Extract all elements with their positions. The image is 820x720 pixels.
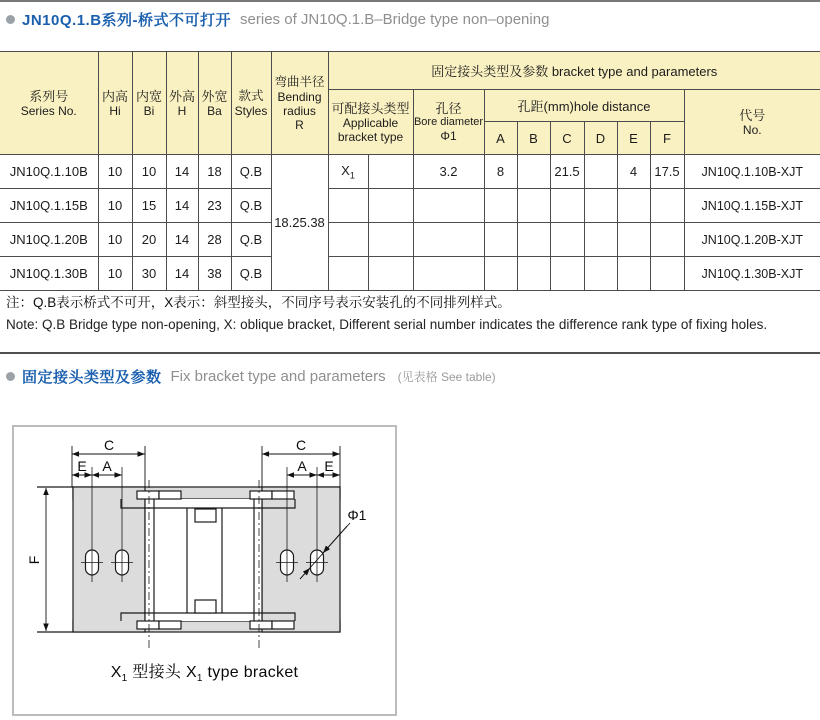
style-cell: Q.B bbox=[231, 155, 271, 189]
value-cell: 23 bbox=[198, 189, 231, 223]
header-bi: 内宽 Bi bbox=[132, 52, 166, 155]
hole-d-cell bbox=[584, 155, 617, 189]
style-cell: Q.B bbox=[231, 223, 271, 257]
value-cell: 14 bbox=[166, 223, 198, 257]
table-row bbox=[0, 155, 820, 189]
header-hole-d: D bbox=[584, 122, 617, 155]
empty-cell bbox=[517, 257, 550, 291]
empty-cell bbox=[584, 223, 617, 257]
diagram-caption: $X_1$ 型接头 $X_1$ type bracket bbox=[110, 664, 299, 685]
section-title-zh: 固定接头类型及参数 bbox=[22, 369, 162, 386]
empty-cell bbox=[517, 223, 550, 257]
empty-cell bbox=[650, 189, 684, 223]
bullet-icon bbox=[6, 372, 15, 381]
value-cell: 30 bbox=[132, 257, 166, 291]
bullet-icon bbox=[6, 15, 15, 24]
header-hole-distance: 孔距(mm)hole distance bbox=[484, 90, 684, 122]
code-cell: JN10Q.1.20B-XJT bbox=[684, 223, 820, 257]
empty-cell bbox=[328, 223, 368, 257]
style-cell: Q.B bbox=[231, 257, 271, 291]
empty-cell bbox=[650, 257, 684, 291]
header-series: 系列号 Series No. bbox=[0, 52, 98, 155]
empty-cell bbox=[584, 257, 617, 291]
section-title-zh: JN10Q.1.B系列-桥式不可打开 bbox=[22, 12, 232, 29]
notes-block bbox=[6, 292, 814, 336]
empty-cell bbox=[550, 257, 584, 291]
dim-label-phi: Φ1 bbox=[347, 507, 367, 523]
section-divider-rule bbox=[0, 352, 820, 354]
series-cell: JN10Q.1.30B bbox=[0, 257, 98, 291]
header-h: 外高 H bbox=[166, 52, 198, 155]
value-cell: 20 bbox=[132, 223, 166, 257]
series-cell: JN10Q.1.20B bbox=[0, 223, 98, 257]
right-plate bbox=[262, 487, 340, 632]
bending-radius-cell: 18.25.38 bbox=[271, 155, 328, 291]
header-applicable-bracket: 可配接头类型 Applicable bracket type bbox=[328, 90, 413, 155]
section-title-bracket bbox=[6, 366, 496, 387]
series-cell: JN10Q.1.10B bbox=[0, 155, 98, 189]
table-row bbox=[0, 189, 820, 223]
link-top-hole bbox=[195, 509, 216, 522]
section-title-en: Fix bracket type and parameters bbox=[170, 368, 386, 385]
code-cell: JN10Q.1.10B-XJT bbox=[684, 155, 820, 189]
hole-c-cell: 21.5 bbox=[550, 155, 584, 189]
header-hole-e: E bbox=[617, 122, 650, 155]
header-hole-f: F bbox=[650, 122, 684, 155]
empty-cell bbox=[413, 189, 484, 223]
bracket-body bbox=[37, 487, 340, 632]
table-row bbox=[0, 257, 820, 291]
series-cell: JN10Q.1.15B bbox=[0, 189, 98, 223]
note-en: Note: Q.B Bridge type non-opening, X: oblique bracket, Different serial number indicates the difference rank type of fixing holes. bbox=[6, 317, 768, 332]
value-cell: 10 bbox=[98, 189, 132, 223]
hole-a-cell: 8 bbox=[484, 155, 517, 189]
hole-f-cell: 17.5 bbox=[650, 155, 684, 189]
code-cell: JN10Q.1.15B-XJT bbox=[684, 189, 820, 223]
left-plate bbox=[73, 487, 145, 632]
page-top-rule bbox=[0, 0, 820, 2]
empty-cell bbox=[413, 257, 484, 291]
empty-cell bbox=[650, 223, 684, 257]
empty-cell bbox=[484, 257, 517, 291]
value-cell: 10 bbox=[132, 155, 166, 189]
empty-cell bbox=[368, 189, 413, 223]
hole-e-cell: 4 bbox=[617, 155, 650, 189]
empty-cell bbox=[584, 189, 617, 223]
table-row bbox=[0, 223, 820, 257]
empty-cell bbox=[484, 223, 517, 257]
dim-label-c-right: C bbox=[295, 437, 307, 453]
empty-cell bbox=[617, 223, 650, 257]
empty-cell bbox=[617, 189, 650, 223]
empty-cell bbox=[550, 223, 584, 257]
header-bore-diameter: 孔径 Bore diameter Φ1 bbox=[413, 90, 484, 155]
value-cell: 14 bbox=[166, 257, 198, 291]
empty-cell bbox=[368, 155, 413, 189]
value-cell: 14 bbox=[166, 155, 198, 189]
header-hole-a: A bbox=[484, 122, 517, 155]
dim-label-a-left: A bbox=[102, 458, 112, 474]
empty-cell bbox=[328, 189, 368, 223]
spec-table bbox=[0, 51, 820, 291]
value-cell: 14 bbox=[166, 189, 198, 223]
value-cell: 15 bbox=[132, 189, 166, 223]
header-hi: 内高 Hi bbox=[98, 52, 132, 155]
dim-label-f: F bbox=[26, 555, 42, 565]
empty-cell bbox=[550, 189, 584, 223]
header-styles: 款式 Styles bbox=[231, 52, 271, 155]
value-cell: 18 bbox=[198, 155, 231, 189]
empty-cell bbox=[617, 257, 650, 291]
header-group-bracket-params: 固定接头类型及参数 bracket type and parameters bbox=[328, 52, 820, 90]
bracket-type-cell: $X_1$ bbox=[328, 155, 368, 189]
style-cell: Q.B bbox=[231, 189, 271, 223]
value-cell: 10 bbox=[98, 257, 132, 291]
link-bottom-hole bbox=[195, 600, 216, 613]
section-title-en: series of JN10Q.1.B–Bridge type non–opening bbox=[240, 11, 550, 28]
code-cell: JN10Q.1.30B-XJT bbox=[684, 257, 820, 291]
empty-cell bbox=[368, 257, 413, 291]
empty-cell bbox=[328, 257, 368, 291]
header-hole-c: C bbox=[550, 122, 584, 155]
value-cell: 38 bbox=[198, 257, 231, 291]
dim-label-e-left: E bbox=[77, 458, 87, 474]
empty-cell bbox=[413, 223, 484, 257]
dim-label-a-right: A bbox=[297, 458, 307, 474]
note-zh: 注：Q.B表示桥式不可开，X表示：斜型接头，不同序号表示安装孔的不同排列样式。 bbox=[6, 295, 511, 310]
see-table-note: (见表格 See table) bbox=[397, 370, 496, 384]
header-ba: 外宽 Ba bbox=[198, 52, 231, 155]
empty-cell bbox=[484, 189, 517, 223]
dim-label-e-right: E bbox=[324, 458, 334, 474]
value-cell: 10 bbox=[98, 223, 132, 257]
value-cell: 28 bbox=[198, 223, 231, 257]
section-title-series bbox=[6, 9, 549, 30]
empty-cell bbox=[517, 189, 550, 223]
bore-cell: 3.2 bbox=[413, 155, 484, 189]
value-cell: 10 bbox=[98, 155, 132, 189]
bracket-diagram-panel bbox=[12, 425, 397, 716]
header-bending-radius: 弯曲半径 Bending radius R bbox=[271, 52, 328, 155]
header-hole-b: B bbox=[517, 122, 550, 155]
dim-label-c-left: C bbox=[103, 437, 115, 453]
empty-cell bbox=[368, 223, 413, 257]
header-code: 代号 No. bbox=[684, 90, 820, 155]
hole-b-cell bbox=[517, 155, 550, 189]
